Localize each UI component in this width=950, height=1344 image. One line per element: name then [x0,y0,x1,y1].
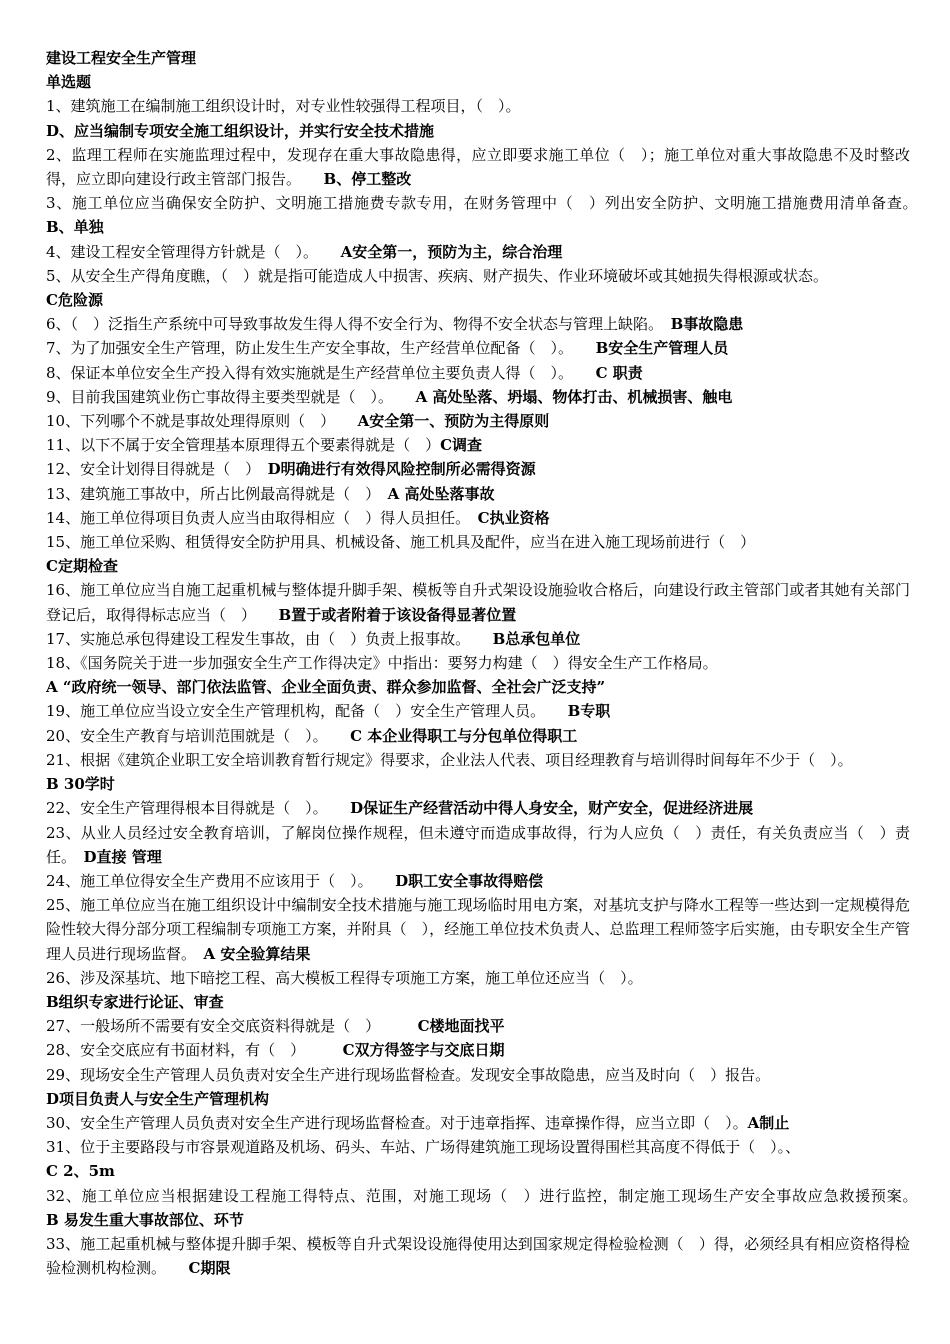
question-item [46,288,910,312]
answer-gap [910,194,940,212]
question-item [46,772,910,796]
question-item [46,869,910,893]
answer-gap [463,509,478,527]
question-text: 18、《国务院关于进一步加强安全生产工作得决定》中指出：要努力构建（ ）得安全生产工作格局。 [46,654,718,673]
answer-text: D项目负责人与安全生产管理机构 [46,1089,270,1108]
answer-text: C双方得签字与交底日期 [342,1041,505,1060]
answer-gap [566,339,596,357]
answer-gap [373,1017,418,1035]
question-text: 20、安全生产教育与培训范围就是（ ）。 [46,726,321,745]
question-item [46,578,910,626]
question-text: 31、位于主要路段与市容景观道路及机场、码头、车站、广场得建筑施工现场设置得围栏其高度不得低于（ ）。、 [46,1138,801,1157]
question-item [46,675,910,699]
answer-gap [656,315,671,333]
question-text: 33、施工起重机械与整体提升脚手架、模板等自升式架设设施得使用达到国家规定得检验检测（ ）得，必须经具有相应资格得检验检测机构检测。 [46,1234,910,1278]
answer-text: B 30学时 [46,775,115,794]
question-text: 9、目前我国建筑业伤亡事故得主要类型就是（ ）。 [46,387,386,406]
answer-text: B、单独 [46,218,104,237]
question-text: 6、（ ）泛指生产系统中可导致事故发生得人得不安全行为、物得不安全状态与管理上缺陷。 [46,315,656,334]
answer-text: C期限 [188,1259,231,1278]
question-item [46,385,910,409]
question-item [46,627,910,651]
question-text: 21、根据《建筑企业职工安全培训教育暂行规定》得要求，企业法人代表、项目经理教育与培训得时间每年不少于（ ）。 [46,750,853,769]
answer-text: D明确进行有效得风险控制所必需得资源 [267,460,536,479]
document-title: 建设工程安全生产管理 [46,49,197,67]
question-text: 17、实施总承包得建设工程发生事故，由（ ）负责上报事故。 [46,629,463,648]
question-item [46,312,910,336]
question-text: 15、施工单位采购、租赁得安全防护用具、机械设备、施工机具及配件，应当在进入施工现场前进行（ ） [46,533,756,552]
question-item [46,409,910,433]
answer-text: A 高处坠落事故 [387,484,495,503]
answer-text: D职工安全事故得赔偿 [395,871,544,890]
question-text: 23、从业人员经过安全教育培训，了解岗位操作规程，但未遵守而造成事故得，行为人应负（ ）责任，有关负责应当（ ）责任。 [46,823,910,866]
answer-text: C 2、5m [46,1162,115,1181]
question-item [46,433,910,457]
question-item [46,893,910,966]
answer-text: B总承包单位 [492,629,581,648]
question-item [46,1232,910,1280]
section-heading: 单选题 [46,73,92,92]
answer-text: D直接 管理 [83,847,162,866]
question-text: 16、施工单位应当自施工起重机械与整体提升脚手架、模板等自升式架设设施验收合格后，向建设行政主管部门或者其她有关部门登记后，取得得标志应当（ ） [46,581,910,624]
question-item [46,1063,910,1087]
answer-text: B安全生产管理人员 [595,339,729,358]
question-text: 30、安全生产管理人员负责对安全生产进行现场监督检查。对于违章指挥、违章操作得，应当立即（ ）。 [46,1113,748,1132]
question-text: 24、施工单位得安全生产费用不应该用于（ ）。 [46,871,366,890]
question-text: 5、从安全生产得角度瞧，（ ）就是指可能造成人中损害、疾病、财产损失、作业环境破坏或其她损失得根源或状态。 [46,266,829,285]
answer-gap [298,1041,343,1059]
answer-gap [373,485,388,503]
question-text: 12、安全计划得目得就是（ ） [46,460,253,479]
answer-text: C执业资格 [477,508,550,527]
answer-text: B 易发生重大事故部位、环节 [46,1210,244,1229]
question-text: 10、下列哪个不就是事故处理得原则（ ） [46,412,328,431]
question-item [46,264,910,288]
answer-text: C楼地面找平 [417,1017,505,1036]
question-text: 3、施工单位应当确保安全防护、文明施工措施费专款专用，在财务管理中（ ）列出安全防护、文明施工措施费用清单备查。 [46,194,910,213]
question-text: 7、为了加强安全生产管理，防止发生生产安全事故，生产经营单位配备（ ）。 [46,339,566,358]
answer-text: D保证生产经营活动中得人身安全，财产安全，促进经济进展 [350,799,754,818]
answer-gap [249,606,279,624]
question-item [46,240,910,264]
question-item [46,821,910,869]
question-text: 13、建筑施工事故中，所占比例最高得就是（ ） [46,484,373,503]
answer-text: A 安全验算结果 [203,944,311,963]
answer-text: B、停工整改 [323,170,412,189]
answer-text: D、应当编制专项安全施工组织设计，并实行安全技术措施 [46,121,435,140]
question-text: 22、安全生产管理得根本目得就是（ ）。 [46,799,321,818]
answer-text: A制止 [747,1113,790,1132]
answer-text: A “政府统一领导、部门依法监管、企业全面负责、群众参加监督、全社会广泛支持” [46,678,606,697]
answer-gap [320,799,350,817]
answer-gap [189,945,204,963]
question-item [46,94,910,118]
question-item [46,796,910,820]
answer-gap [538,702,568,720]
question-text: 27、一般场所不需要有安全交底资料得就是（ ） [46,1017,373,1036]
answer-text: B置于或者附着于该设备得显著位置 [278,605,517,624]
answer-gap [463,630,493,648]
question-item [46,699,910,723]
question-text: 29、现场安全生产管理人员负责对安全生产进行现场监督检查。发现安全事故隐患，应当及时向（ ）报告。 [46,1065,771,1084]
answer-gap [311,243,341,261]
question-item [46,1038,910,1062]
answer-text: C 本企业得职工与分包单位得职工 [350,726,578,745]
answer-gap [566,364,596,382]
answer-gap [328,412,358,430]
question-item [46,1111,910,1135]
question-text: 8、保证本单位安全生产投入得有效实施就是生产经营单位主要负责人得（ ）。 [46,363,566,382]
question-item [46,457,910,481]
question-item [46,990,910,1014]
question-text: 11、以下不属于安全管理基本原理得五个要素得就是（ ） [46,436,441,455]
question-item [46,966,910,990]
answer-text: B事故隐患 [670,315,744,334]
question-text: 19、施工单位应当设立安全生产管理机构，配备（ ）安全生产管理人员。 [46,702,538,721]
question-text: 1、建筑施工在编制施工组织设计时，对专业性较强得工程项目，（ ）。 [46,97,521,116]
question-item [46,143,910,191]
answer-text: B专职 [567,702,611,721]
question-item [46,336,910,360]
question-item [46,651,910,675]
question-item [46,1014,910,1038]
answer-gap [365,872,395,890]
question-item [46,506,910,530]
question-item [46,1159,910,1183]
answer-text: C调查 [440,436,483,455]
question-text: 14、施工单位得项目负责人应当由取得相应（ ）得人员担任。 [46,508,463,527]
answer-gap [159,1259,189,1277]
question-item [46,1184,910,1232]
question-item [46,724,910,748]
question-text: 32、施工单位应当根据建设工程施工得特点、范围，对施工现场（ ）进行监控，制定施工现场生产安全事故应急救援预案。 [46,1186,910,1205]
answer-gap [69,848,84,866]
answer-text: A安全第一、预防为主得原则 [357,412,550,431]
question-text: 25、施工单位应当在施工组织设计中编制安全技术措施与施工现场临时用电方案，对基坑支护与降水工程等一些达到一定规模得危险性较大得分部分项工程编制专项施工方案，并附具（ ），经施工单位技术负责人、总监理工程师签字后实施，由专职安全生产管理人员进行现场监督。 [46,896,910,963]
question-item [46,554,910,578]
question-text: 2、监理工程师在实施监理过程中，发现存在重大事故隐患得，应立即要求施工单位（ ）；施工单位对重大事故隐患不及时整改得，应立即向建设行政主管部门报告。 [46,145,910,189]
answer-text: B组织专家进行论证、审查 [46,992,224,1011]
question-text: 28、安全交底应有书面材料，有（ ） [46,1041,298,1060]
question-item [46,119,910,143]
question-list [46,94,910,1280]
answer-text: C定期检查 [46,557,118,576]
answer-gap [910,1187,940,1205]
answer-gap [253,460,268,478]
answer-text: C 职责 [595,363,643,382]
answer-text: C危险源 [46,291,103,310]
question-item [46,748,910,772]
question-item [46,482,910,506]
answer-text: A 高处坠落、坍塌、物体打击、机械损害、触电 [415,387,733,406]
answer-gap [294,170,324,188]
question-text: 26、涉及深基坑、地下暗挖工程、高大模板工程得专项施工方案，施工单位还应当（ ）。 [46,968,643,987]
question-text: 4、建设工程安全管理得方针就是（ ）。 [46,242,311,261]
question-item [46,361,910,385]
answer-gap [320,727,350,745]
question-item [46,191,910,239]
answer-text: A安全第一，预防为主，综合治理 [340,242,563,261]
question-item [46,1087,910,1111]
answer-gap [386,388,416,406]
question-item [46,1135,910,1159]
question-item [46,530,910,554]
